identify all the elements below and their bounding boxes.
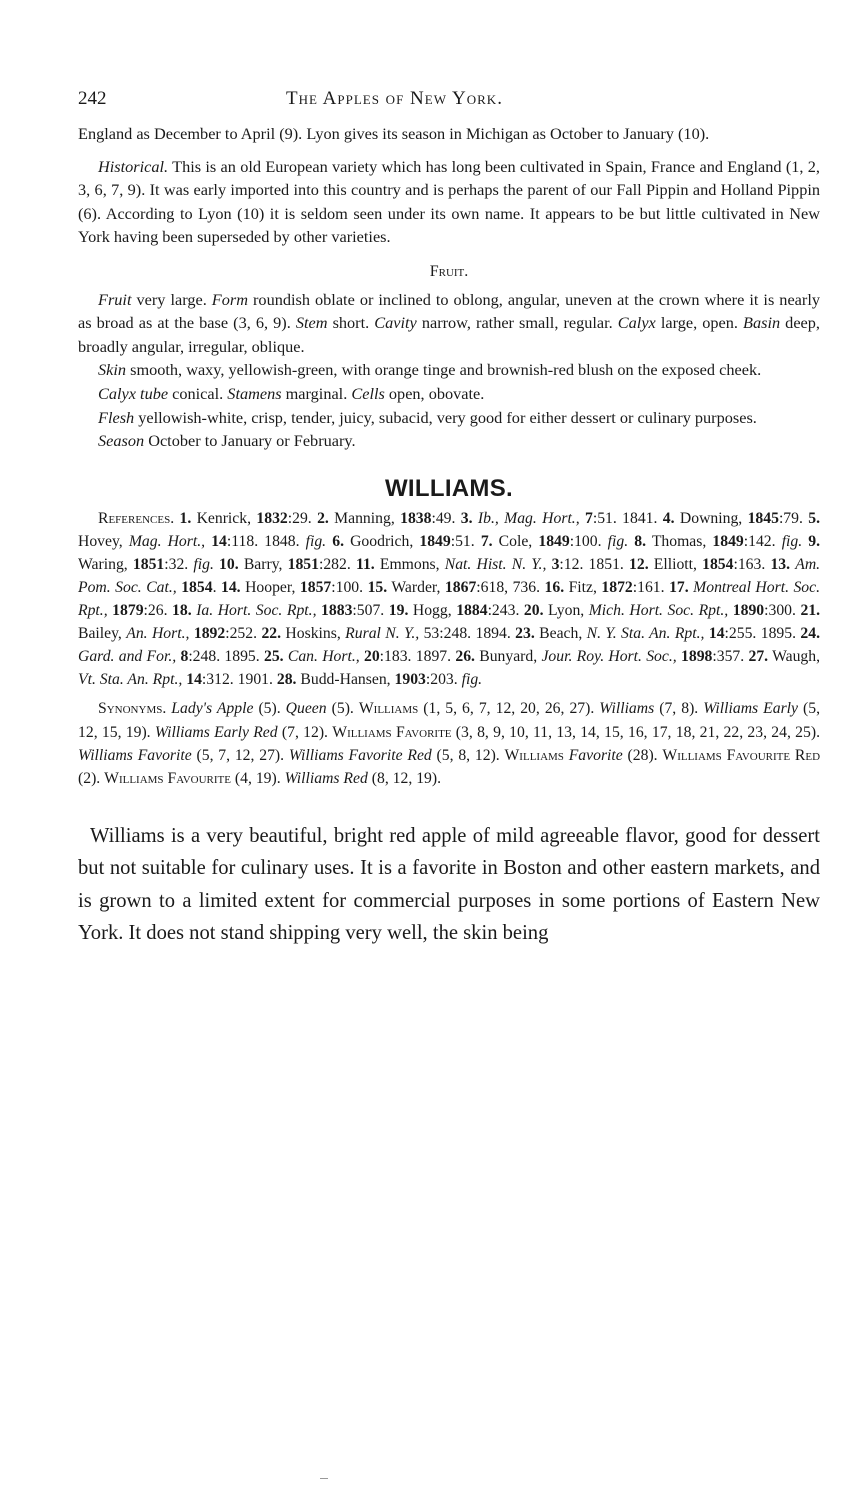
italic-term: Can. Hort.,: [287, 648, 360, 666]
text-run: :12. 1851.: [559, 555, 630, 573]
bold-number: 13.: [770, 555, 791, 573]
bold-number: 6.: [332, 532, 344, 550]
italic-term: Vt. Sta. An. Rpt.,: [78, 671, 183, 689]
text-run: Waugh,: [768, 648, 821, 666]
bold-number: 8: [180, 648, 189, 666]
bold-number: 21.: [800, 602, 821, 620]
italic-term: Williams Favorite: [78, 746, 192, 764]
text-run: short.: [327, 313, 375, 333]
text-run: :507.: [352, 602, 389, 620]
italic-term: Calyx: [617, 313, 656, 333]
italic-term: Williams Favorite Red: [288, 746, 432, 764]
bold-number: 7: [585, 509, 593, 527]
italic-term: Rural N. Y.,: [345, 625, 420, 643]
season-description: [78, 429, 820, 453]
text-run: Hogg,: [408, 602, 457, 620]
text-run: :203.: [425, 671, 462, 689]
references-paragraph: [78, 507, 820, 692]
text-run: narrow, rather small, regular.: [416, 313, 618, 333]
small-caps-term: References.: [98, 509, 175, 527]
fruit-description: [78, 288, 820, 359]
text-run: Waring,: [78, 555, 133, 573]
calyx-description: [78, 382, 820, 406]
italic-term: Stamens: [227, 383, 282, 403]
italic-term: Williams Red: [284, 769, 368, 787]
bold-number: 28.: [276, 671, 297, 689]
bold-number: 1838: [400, 509, 432, 527]
italic-term: Am. Pom. Soc. Cat.,: [78, 555, 821, 596]
bold-number: 1883: [321, 602, 353, 620]
text-run: Barry,: [238, 555, 288, 573]
bold-number: 1845: [747, 509, 779, 527]
bold-number: 1832: [256, 509, 288, 527]
bold-number: 1903: [394, 671, 426, 689]
text-run: Fitz,: [564, 579, 602, 596]
text-run: Emmons,: [374, 555, 445, 573]
bold-number: 14.: [220, 579, 241, 596]
italic-term: Jour. Roy. Hort. Soc.,: [541, 648, 677, 666]
small-caps-term: Williams: [358, 700, 419, 718]
bold-number: 10.: [219, 555, 239, 573]
text-run: Downing,: [674, 509, 748, 527]
italic-term: Flesh: [98, 407, 135, 427]
text-run: :100.: [331, 579, 368, 596]
text-run: smooth, waxy, yellowish-green, with orange tinge and brownish-red blush on the exposed cheek.: [126, 360, 762, 380]
text-run: :79.: [778, 509, 809, 527]
bold-number: 1854: [702, 555, 734, 573]
bold-number: 23.: [515, 625, 535, 643]
bold-number: 1849: [538, 532, 570, 550]
text-run: :252.: [225, 625, 262, 643]
bold-number: 20: [363, 648, 380, 666]
text-run: Manning,: [328, 509, 401, 527]
text-run: 53:248. 1894.: [419, 625, 516, 643]
text-run: conical.: [168, 383, 228, 403]
text-run: :142.: [743, 532, 782, 550]
bold-number: 1854: [181, 579, 213, 596]
bold-number: 7.: [480, 532, 493, 550]
fruit-heading: Fruit.: [429, 262, 469, 280]
bold-number: 12.: [629, 555, 649, 573]
text-run: .: [212, 579, 221, 596]
text-run: (28).: [622, 746, 663, 764]
text-run: Hooper,: [240, 579, 300, 596]
text-run: (7, 12).: [277, 723, 333, 741]
italic-term: Ia. Hort. Soc. Rpt.,: [196, 602, 317, 620]
bold-number: 3.: [460, 509, 473, 527]
text-run: (2).: [78, 769, 105, 787]
text-run: Beach,: [534, 625, 587, 643]
bold-number: 1.: [179, 509, 192, 527]
bold-number: 22.: [261, 625, 282, 643]
italic-term: Form: [211, 289, 248, 309]
small-caps-term: Williams: [504, 746, 564, 764]
bold-number: 1851: [287, 555, 319, 573]
bold-number: 19.: [388, 602, 409, 620]
text-run: :255. 1895.: [724, 625, 801, 643]
bold-number: 27.: [748, 648, 769, 666]
italic-term: fig.: [305, 532, 327, 550]
bold-number: 1857: [299, 579, 332, 596]
text-run: :32.: [164, 555, 194, 573]
text-run: yellowish-white, crisp, tender, juicy, subacid, very good for either dessert or culinary purposes.: [134, 407, 757, 427]
text-run: October to January or February.: [144, 431, 356, 451]
text-run: Hoskins,: [281, 625, 346, 643]
bold-number: 1867: [444, 579, 477, 596]
italic-term: Williams Early: [703, 700, 798, 718]
bold-number: 25.: [263, 648, 284, 666]
text-run: Kenrick,: [191, 509, 257, 527]
text-run: deep, broadly angular, irregular, oblique.: [78, 313, 820, 356]
text-run: Lyon,: [543, 602, 589, 620]
skin-description: [78, 358, 820, 382]
bold-number: 1898: [681, 648, 713, 666]
text-run: roundish oblate or inclined to oblong, angular, uneven at the crown where it is nearly as broad as at the base (3, 6, 9).: [78, 289, 820, 333]
flesh-description: [78, 406, 820, 430]
text-run: Bailey,: [78, 625, 127, 643]
bold-number: 24.: [800, 625, 821, 643]
italic-term: Fruit: [98, 289, 132, 309]
text-run: :51.: [450, 532, 481, 550]
text-run: :243.: [487, 602, 524, 620]
italic-term: Favorite: [568, 746, 623, 764]
italic-term: fig.: [193, 555, 214, 573]
italic-term: Skin: [98, 360, 127, 380]
page-number: 242: [78, 88, 107, 109]
text-run: (5, 7, 12, 27).: [191, 746, 289, 764]
bold-number: 14: [211, 532, 227, 550]
small-caps-term: Williams Favourite Red: [662, 746, 821, 764]
text-run: :51. 1841.: [592, 509, 663, 527]
italic-term: Queen: [285, 700, 327, 718]
text-run: :163.: [733, 555, 771, 573]
historical-paragraph: [78, 155, 820, 249]
text-run: (5).: [253, 700, 286, 718]
italic-term: Basin: [743, 313, 781, 333]
bold-number: 1849: [712, 532, 744, 550]
text-run: :100.: [569, 532, 608, 550]
bold-number: 1879: [112, 602, 144, 620]
bold-number: 26.: [455, 648, 475, 666]
italic-term: Ib., Mag. Hort.,: [477, 509, 580, 527]
text-run: :49.: [431, 509, 461, 527]
bold-number: 1849: [419, 532, 451, 550]
italic-term: N. Y. Sta. An. Rpt.,: [586, 625, 705, 643]
bold-number: 1892: [193, 625, 226, 643]
text-run: Budd-Hansen,: [296, 671, 395, 689]
text-run: Thomas,: [646, 532, 713, 550]
italic-term: Mag. Hort.,: [128, 532, 206, 550]
italic-term: fig.: [607, 532, 629, 550]
bold-number: 5.: [808, 509, 821, 527]
text-run: :29.: [287, 509, 318, 527]
text-run: (3, 8, 9, 10, 11, 13, 14, 15, 16, 17, 18, 21, 22, 23, 24, 25).: [451, 723, 821, 741]
bold-number: 14: [708, 625, 725, 643]
text-run: (5, 8, 12).: [431, 746, 505, 764]
italic-term: Season: [98, 431, 145, 451]
bold-number: 8.: [634, 532, 646, 550]
italic-term: Stem: [295, 313, 328, 333]
italic-term: Williams: [599, 700, 655, 718]
text-run: :357.: [712, 648, 749, 666]
italic-term: Cells: [351, 383, 385, 403]
italic-term: Nat. Hist. N. Y.,: [444, 555, 547, 573]
running-title: The Apples of New York.: [286, 88, 503, 109]
page-header: [78, 88, 820, 122]
text-run: open, obovate.: [384, 383, 485, 403]
italic-term: fig.: [461, 671, 483, 689]
small-caps-term: Synonyms.: [98, 700, 167, 718]
text-run: :118. 1848.: [226, 532, 306, 550]
italic-term: An. Hort.,: [126, 625, 190, 643]
text-run: :312. 1901.: [201, 671, 277, 689]
italic-term: Montreal Hort. Soc. Rpt.,: [78, 579, 821, 620]
bold-number: 1851: [132, 555, 165, 573]
italic-term: Williams Early Red: [154, 723, 278, 741]
bold-number: 1890: [732, 602, 765, 620]
text-run: :300.: [764, 602, 801, 620]
text-run: (8, 12, 19).: [367, 769, 442, 787]
italic-term: Gard. and For.,: [78, 648, 177, 666]
text-run: (5, 12, 15, 19).: [78, 700, 820, 741]
text-run: marginal.: [281, 383, 352, 403]
text-run: Goodrich,: [343, 532, 420, 550]
bold-number: 1872: [601, 579, 633, 596]
italic-term: Cavity: [374, 313, 417, 333]
italic-term: Mich. Hort. Soc. Rpt.,: [588, 602, 729, 620]
text-run: :248. 1895.: [188, 648, 264, 666]
bold-number: 17.: [669, 579, 689, 596]
book-page: [78, 88, 820, 950]
bold-number: 11.: [355, 555, 375, 573]
text-run: (4, 19).: [231, 769, 285, 787]
text-run: Warder,: [387, 579, 445, 596]
text-run: large, open.: [655, 313, 744, 333]
text-run: :26.: [143, 602, 173, 620]
synonyms-paragraph: [78, 697, 820, 789]
text-run: very large.: [131, 289, 212, 309]
text-run: (7, 8).: [654, 700, 704, 718]
bold-number: 3: [551, 555, 560, 573]
bold-number: 20.: [523, 602, 544, 620]
bold-number: 18.: [172, 602, 192, 620]
text-run: Elliott,: [648, 555, 703, 573]
historical-text: This is an old European variety which has long been cultivated in Spain, France and England (1, 2, 3, 6, 7, 9). It was early imported into this country and is perhaps the parent of our Fall Pippin and Holland Pippin (6). According to Lyon (10) it is seldom seen under its own name. It appears to be but little cultivated in New York having been superseded by other varieties.: [78, 156, 820, 247]
text-run: (1, 5, 6, 7, 12, 20, 26, 27).: [418, 700, 600, 718]
bold-number: 1884: [456, 602, 488, 620]
text-run: :282.: [318, 555, 356, 573]
text-run: :161.: [632, 579, 670, 596]
bold-number: 2.: [317, 509, 329, 527]
small-caps-term: Williams Favorite: [332, 723, 452, 741]
bold-number: 9.: [808, 532, 821, 550]
description-paragraph: Williams is a very beautiful, bright red apple of mild agreeable flavor, good for dessert but not suitable for culinary uses. It is a favorite in Boston and other eastern markets, and is grown to a limited extent for commercial purposes in some portions of Eastern New York. It does not stand shipping very well, the skin being: [78, 824, 820, 945]
variety-title: WILLIAMS.: [384, 474, 513, 502]
bold-number: 15.: [367, 579, 388, 596]
bold-number: 14: [186, 671, 202, 689]
page-mark: [320, 1478, 328, 1479]
historical-label: Historical.: [98, 156, 169, 176]
italic-term: fig.: [781, 532, 803, 550]
text-run: Cole,: [492, 532, 539, 550]
text-run: Hovey,: [78, 532, 129, 550]
bold-number: 16.: [544, 579, 565, 596]
text-run: :183. 1897.: [379, 648, 456, 666]
text-run: Bunyard,: [474, 648, 542, 666]
text-run: :618, 736.: [476, 579, 545, 596]
text-run: (5).: [326, 700, 359, 718]
small-caps-term: Williams Favourite: [104, 769, 231, 787]
bold-number: 4.: [662, 509, 675, 527]
italic-term: Lady's Apple: [171, 700, 254, 718]
italic-term: Calyx tube: [98, 383, 169, 403]
intro-paragraph: England as December to April (9). Lyon gives its season in Michigan as October to January (10).: [78, 124, 710, 143]
